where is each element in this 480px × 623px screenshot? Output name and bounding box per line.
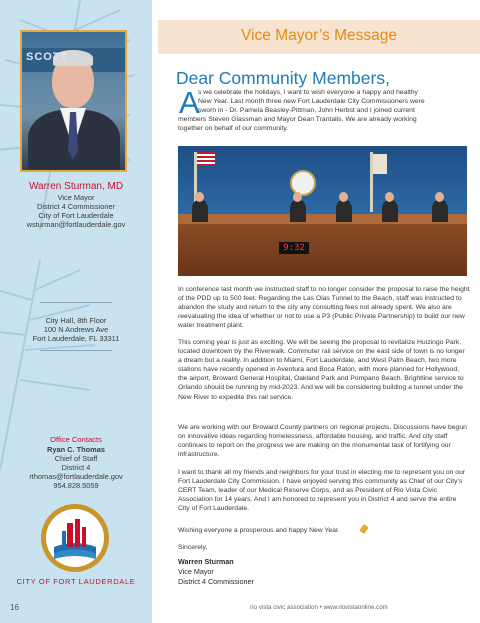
closing: Sincerely, [178,544,208,551]
paragraph-2: In conference last month we instructed staff to no longer consider the proposal to raise the height of the PDD up to 500 feet. Regarding the Las Olas Tunnel to the Beach, staff was instructed to abandon the study and return to the city any consulting fees not already spent. We also are reevaluating the idea of whether or not to use a P3 (Public Private Partnership) to build our new water treatment plant. [178,286,470,330]
page-footer: rio vista civic association • www.riovistaonline.com [250,604,388,611]
para1-line-4: members Steven Glassman and Mayor Dean Trantalis. We are already working [178,116,417,123]
official-title: Vice Mayor [57,193,95,202]
clock-display: 9:32 [279,242,309,254]
official-district: District 4 Commissioner [36,202,116,211]
para1-line-1: s we celebrate the holidays, I want to wish everyone a happy and healthy [198,89,418,96]
sidebar [0,0,152,623]
paragraph-4: We are working with our Broward County partners on regional projects. Discussions have begun on innovative ideas regarding homelessness, affordable housing, and traffic. And city staff continues to report on the progress we are making on the monumental task of fortifying our infrastructure. [178,424,467,459]
official-city: City of Fort Lauderdale [38,211,114,220]
address-line-3: Fort Lauderdale, FL 33311 [32,334,120,343]
salutation: Dear Community Members, [176,68,390,88]
signature-name: Warren Sturman [178,557,234,566]
contact-name: Ryan C. Thomas [47,445,105,454]
address-line-2: 100 N Andrews Ave [43,325,109,334]
divider [40,302,112,303]
contact-title: Chief of Staff [54,454,98,463]
city-label: CITY OF FORT LAUDERDALE [16,577,136,586]
para1-line-2: New Year. Last month three new Fort Lauderdale City Commissioners were [198,98,425,105]
photo-sign-text: SCOTT [26,51,69,63]
page-number: 16 [10,603,19,612]
signature-district: District 4 Commissioner [178,577,254,586]
contact-email-link[interactable]: rthomas@fortlauderdale.gov [29,472,123,481]
office-contacts-title: Office Contacts [50,435,102,444]
divider [40,350,112,351]
official-email-link[interactable]: wsturman@fortlauderdale.gov [26,220,126,229]
para1-line-5: together on behalf of our community. [178,125,289,132]
address-line-1: City Hall, 8th Floor [45,316,107,325]
paragraph-5: I want to thank all my friends and neighbors for your trust in electing me to represent you on our Fort Lauderdale City Commission. I have enjoyed serving this community as Chief of our City’s CERT Team, leader of our Medical Reserve Corps, and as President of Rio Vista Civic Association for 14 years. And I am honored to represent you in District 4 and serve the entire City of Fort Lauderdale. [178,469,466,513]
paragraph-6: Wishing everyone a prosperous and happy New Year. [178,527,340,534]
para1-line-3: sworn in - Dr. Pamela Beasley-Pittman, John Herbst and I joined current [198,107,415,114]
signature-title: Vice Mayor [178,567,214,576]
vice-mayor-photo [20,30,127,172]
drop-cap: A [179,85,200,120]
paragraph-3: This coming year is just as exciting. We will be seeing the proposal to revitalize Huizingo Park, located downtown by the Riverwalk. Commuter rail service on the east side of town is no longer a dream but a reality. In addition to Miami, Fort Lauderdale, and West Palm Beach, two more stations have recently opened in Aventura and Boca Raton, with more planned for Hollywood, the airport, Broward General Hospital, Oakland Park and Pompano Beach. Brightline service to Orlando should be running by mid-2023. And we will be considering building a tunnel under the New River to expedite this rail service. [178,339,465,401]
commission-photo [178,146,467,276]
city-seal-logo [40,503,110,573]
contact-district: District 4 [61,463,91,472]
page-title: Vice Mayor’s Message [241,27,397,44]
official-name: Warren Sturman, MD [28,181,124,192]
contact-phone: 954.828.5059 [53,481,99,490]
